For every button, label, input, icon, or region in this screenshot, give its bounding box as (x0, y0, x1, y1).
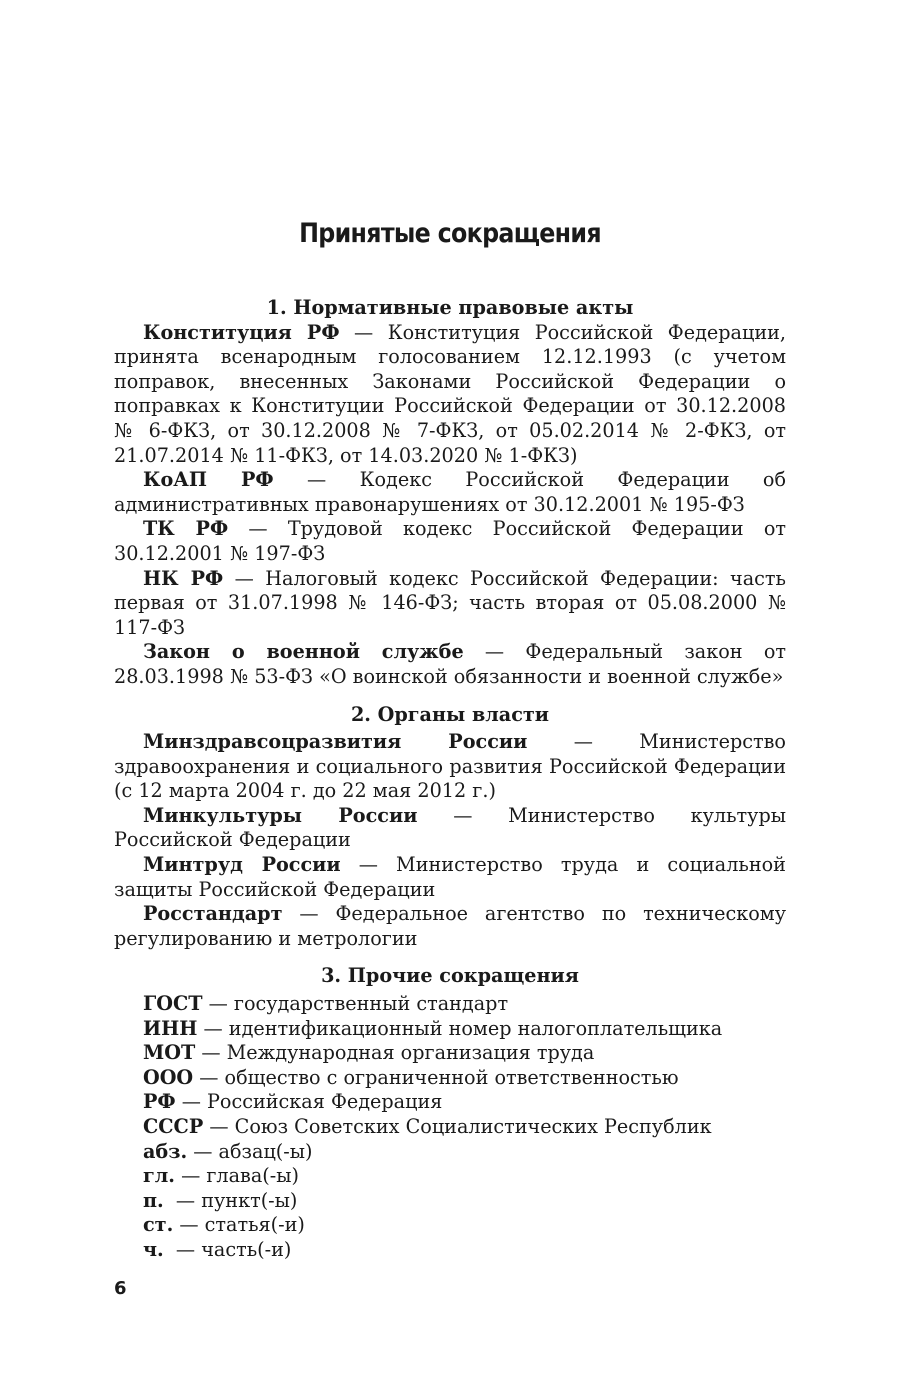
entry-term: абз. (143, 1139, 188, 1163)
entry-text: — Министерство труда и социальной защиты Российской Федерации (114, 853, 786, 901)
entry-koap (114, 468, 786, 517)
entry-p (114, 1189, 786, 1214)
entry-text: — Федеральный закон от 28.03.1998 № 53-ФЗ «О воинской обязанности и военной службе» (114, 640, 786, 688)
entry-ussr (114, 1115, 786, 1140)
entry-nk (114, 567, 786, 641)
section-title-other: 3. Прочие сокращения (321, 964, 579, 988)
entry-text: — Кодекс Российской Федерации об административных правонарушениях от 30.12.2001 № 195-ФЗ (114, 468, 787, 516)
entry-term: Минкультуры России (143, 803, 418, 827)
entry-mot (114, 1041, 786, 1066)
entry-text: — общество с ограниченной ответственностью (193, 1065, 679, 1089)
entry-ch (114, 1238, 786, 1263)
entry-term: РФ (143, 1090, 176, 1114)
page-title: Принятые сокращения (299, 218, 601, 249)
entry-text: — идентификационный номер налогоплательщика (197, 1016, 723, 1040)
entry-term: НК РФ (143, 566, 224, 590)
entry-text: — абзац(-ы) (187, 1139, 313, 1163)
entry-term: гл. (143, 1164, 175, 1188)
entry-term: Минздравсоцразвития России (143, 730, 528, 754)
entry-minzdravsocrazvitiya (114, 730, 786, 804)
entry-text: — глава(-ы) (174, 1164, 300, 1188)
entry-term: ООО (143, 1065, 194, 1089)
entry-text: — Федеральное агентство по техническому регулированию и метрологии (114, 902, 786, 950)
entry-mintrud (114, 853, 786, 902)
abbreviations-content (114, 296, 786, 1263)
entry-rosstandart (114, 902, 786, 951)
entry-text: — Российская Федерация (175, 1090, 443, 1114)
entry-term: Росстандарт (143, 902, 283, 926)
entry-term: МОТ (143, 1041, 196, 1065)
entry-rf (114, 1090, 786, 1115)
entry-gl (114, 1164, 786, 1189)
entry-ooo (114, 1066, 786, 1091)
entry-term: ст. (143, 1213, 174, 1237)
entry-term: КоАП РФ (143, 468, 274, 492)
entry-st (114, 1213, 786, 1238)
entry-inn (114, 1017, 786, 1042)
entry-text: — Союз Советских Социалистических Республик (203, 1115, 712, 1138)
entry-text: — государственный стандарт (202, 992, 509, 1016)
entry-constitution (114, 321, 786, 469)
entry-text: — Трудовой кодекс Российской Федерации от 30.12.2001 № 197-ФЗ (114, 517, 786, 565)
entry-term: п. (143, 1188, 164, 1212)
entry-term: СССР (143, 1115, 204, 1138)
entry-gost (114, 992, 786, 1017)
entry-text: — статья(-и) (173, 1213, 305, 1237)
entry-term: Конституция РФ (143, 320, 340, 344)
entry-term: ГОСТ (143, 992, 203, 1016)
entry-text: — Международная организация труда (195, 1041, 595, 1065)
entry-term: ТК РФ (143, 517, 229, 541)
entry-term: ИНН (143, 1016, 198, 1040)
entry-term: ч. (143, 1237, 164, 1261)
entry-term: Минтруд России (143, 853, 341, 877)
entry-text: — Министерство культуры Российской Федерации (114, 803, 787, 852)
entry-tk (114, 517, 786, 566)
entry-text: — часть(-и) (163, 1237, 292, 1261)
page-number: 6 (114, 1278, 127, 1299)
entry-text: — Министерство здравоохранения и социального развития Российской Федерации (с 12 марта 2004 г. до 22 мая 2012 г.) (114, 730, 786, 803)
entry-text: — Конституция Российской Федерации, принята всенародным голосованием 12.12.1993 (с учетом поправок, внесенных Законами Российской Федерации о поправках к Конституции Российской Федерации от 30.12.2008 № 6-ФКЗ, от 30.12.2008 № 7-ФКЗ, от 05.02.2014 № 2-ФКЗ, от 21.07.2014 № 11-ФКЗ, от 14.03.2020 № 1-ФКЗ) (114, 320, 786, 467)
entry-term: Закон о военной службе (143, 640, 464, 664)
entry-text: — Налоговый кодекс Российской Федерации: часть первая от 31.07.1998 № 146-ФЗ; часть вторая от 05.08.2000 № 117-ФЗ (114, 566, 786, 639)
section-title-authorities: 2. Органы власти (350, 702, 550, 726)
entry-text: — пункт(-ы) (163, 1188, 298, 1212)
entry-military-law (114, 640, 786, 689)
section-title-normative-acts: 1. Нормативные правовые акты (266, 296, 634, 319)
entry-abz (114, 1140, 786, 1165)
entry-minkultury (114, 804, 786, 853)
